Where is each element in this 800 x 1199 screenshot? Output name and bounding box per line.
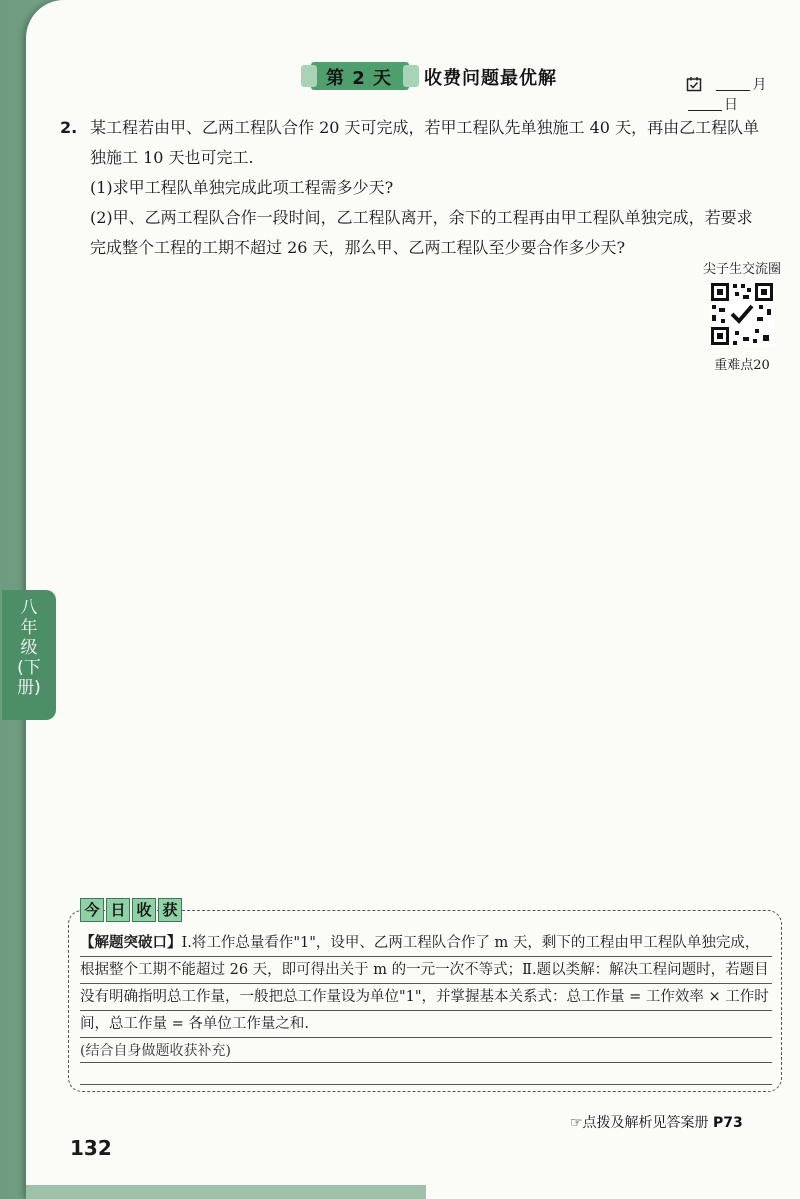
harvest-title-char: 今: [80, 898, 104, 922]
answer-reference-text: ☞点拨及解析见答案册: [570, 1115, 709, 1131]
day-label: 第 2 天: [326, 68, 393, 89]
writing-line[interactable]: [80, 1062, 772, 1063]
qr-code-icon[interactable]: [709, 281, 775, 347]
answer-reference: [570, 1112, 743, 1132]
calendar-icon: [686, 76, 702, 92]
qr-code-block: [694, 258, 790, 373]
page-bottom-edge: [26, 1185, 426, 1199]
section-title: 收费问题最优解: [424, 68, 557, 89]
harvest-title-char: 收: [132, 898, 156, 922]
harvest-title-char: 获: [158, 898, 182, 922]
question-2-line1: (2)甲、乙两工程队合作一段时间，乙工程队离开，余下的工程再由甲工程队单独完成，若要求: [90, 208, 753, 227]
page-header: [26, 60, 800, 113]
month-blank[interactable]: [716, 90, 750, 91]
book-page: [26, 0, 800, 1199]
harvest-title-char: 日: [106, 898, 130, 922]
supplement-hint: (结合自身做题收获补充): [80, 1043, 231, 1059]
harvest-line-4: 间，总工作量 = 各单位工作量之和.: [80, 1011, 772, 1038]
qr-top-label: 尖子生交流圈: [702, 262, 781, 277]
day-unit-label: 日: [724, 97, 738, 113]
question-2-line2: 完成整个工程的工期不超过 26 天，那么甲、乙两工程队至少要合作多少天?: [90, 238, 626, 257]
harvest-line-3: 没有明确指明总工作量，一般把总工作量设为单位"1"，并掌握基本关系式：总工作量 = 工作效率 × 工作时: [80, 984, 772, 1011]
date-field: [686, 74, 800, 114]
harvest-line-2: 根据整个工期不能超过 26 天，即可得出关于 m 的一元一次不等式；Ⅱ.题以类解：解决工程问题时，若题目: [80, 957, 772, 984]
page-number: 132: [70, 1136, 112, 1160]
problem-2: [60, 113, 780, 263]
daily-harvest-title: [80, 898, 184, 926]
day-blank[interactable]: [688, 110, 722, 111]
qr-bottom-label: 重难点20: [714, 358, 770, 373]
writing-line[interactable]: [80, 1084, 772, 1085]
harvest-line-1: [80, 930, 772, 957]
question-1: (1)求甲工程队单独完成此项工程需多少天?: [90, 178, 394, 197]
grade-side-tab-label: 八年级(下册): [17, 598, 41, 698]
harvest-text-1: Ⅰ.将工作总量看作"1"，设甲、乙两工程队合作了 m 天，剩下的工程由甲工程队单独完成，: [181, 935, 760, 951]
problem-number: 2.: [60, 118, 78, 137]
grade-side-tab[interactable]: [2, 590, 56, 720]
month-label: 月: [752, 77, 767, 93]
problem-stem-line2: 独施工 10 天也可完工.: [90, 148, 254, 167]
harvest-content: [80, 930, 772, 1038]
breakthrough-tag: 【解题突破口】: [80, 935, 182, 951]
problem-stem-line1: 某工程若由甲、乙两工程队合作 20 天可完成，若甲工程队先单独施工 40 天，再由乙工程队单: [90, 118, 760, 137]
answer-page: P73: [713, 1115, 743, 1131]
